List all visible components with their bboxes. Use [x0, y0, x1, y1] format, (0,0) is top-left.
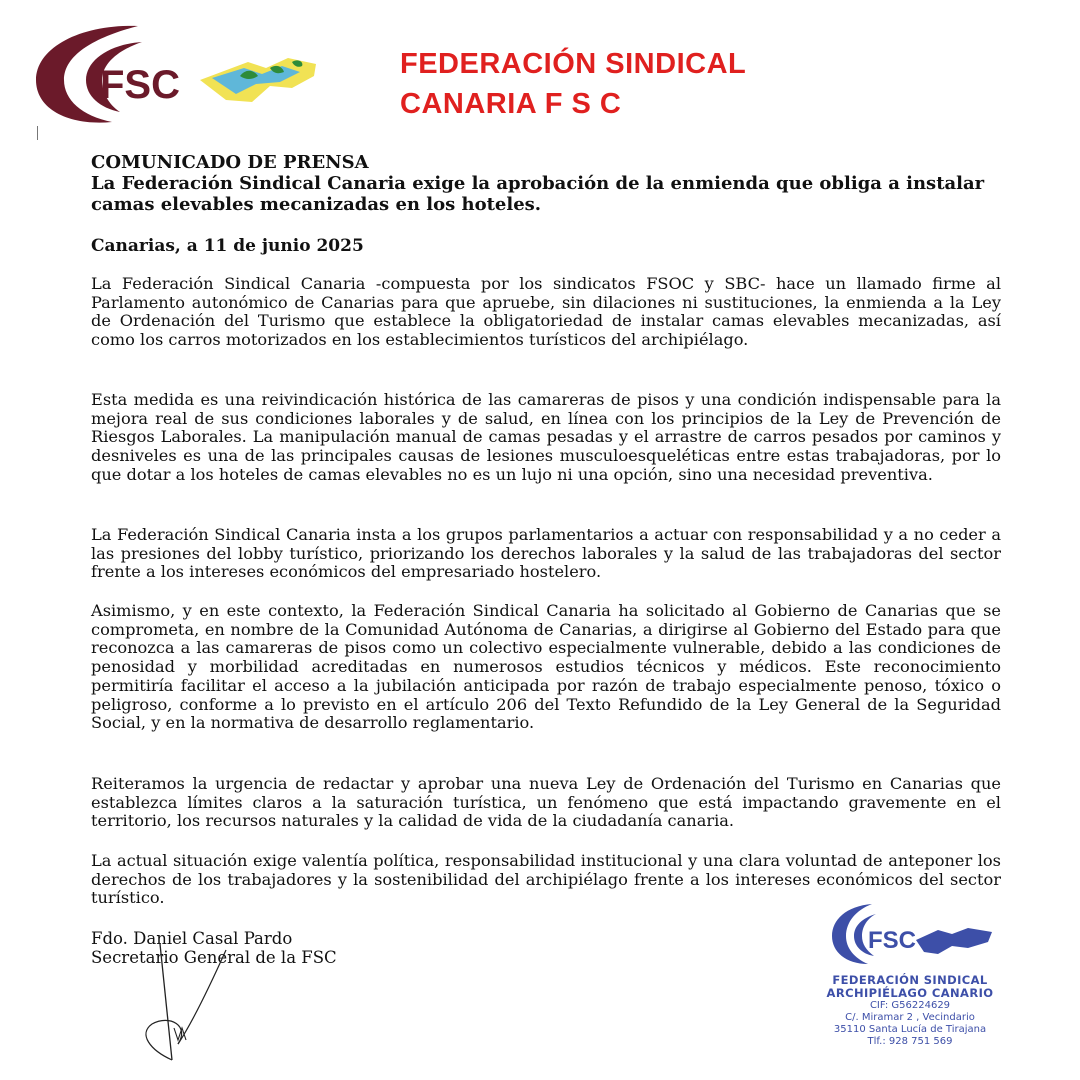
organization-title [400, 44, 746, 124]
body-paragraph-1: La Federación Sindical Canaria -compuesta por los sindicatos FSOC y SBC- hace un llamado firme al Parlamento autonómico de Canarias para que apruebe, sin dilaciones ni sustituciones, la enmienda a la Ley de Ordenación del Turismo que establece la obligatoriedad de instalar camas elevables mecanizadas, así como los carros motorizados en los establecimientos turísticos del archipiélago. [91, 274, 1001, 350]
handwritten-signature [130, 940, 240, 1070]
stamp-city: 35110 Santa Lucía de Tirajana [833, 1024, 987, 1035]
fsc-logo-text: FSC [100, 63, 180, 107]
fsc-logo [30, 18, 330, 130]
margin-mark [37, 126, 38, 140]
press-release-headline: La Federación Sindical Canaria exige la aprobación de la enmienda que obliga a instalar camas elevables mecanizadas en los hoteles. [91, 173, 985, 215]
press-release-heading [91, 152, 1011, 215]
stamp-cif: CIF: G56224629 [869, 1000, 951, 1011]
body-paragraph-4: Asimismo, y en este contexto, la Federación Sindical Canaria ha solicitado al Gobierno de Canarias que se comprometa, en nombre de la Comunidad Autónoma de Canarias, a dirigirse al Gobierno del Estado para que reconozca a las camareras de pisos como un colectivo especialmente vulnerable, debido a las condiciones de penosidad y morbilidad acreditadas en numerosos estudios técnicos y médicos. Este reconocimiento permitiría facilitar el acceso a la jubilación anticipada por razón de trabajo especialmente penoso, tóxico o peligroso, conforme a lo previsto en el artículo 206 del Texto Refundido de la Ley General de la Seguridad Social, y en la normativa de desarrollo reglamentario. [91, 601, 1001, 733]
signature-name: Fdo. Daniel Casal Pardo [91, 929, 293, 948]
dateline: Canarias, a 11 de junio 2025 [91, 236, 364, 256]
stamp-logo [828, 900, 998, 970]
press-release-label: COMUNICADO DE PRENSA [91, 152, 369, 173]
organization-stamp [800, 974, 1020, 1048]
signature-role: Secretario General de la FSC [91, 948, 337, 967]
body-paragraph-6: La actual situación exige valentía política, responsabilidad institucional y una clara voluntad de anteponer los derechos de los trabajadores y la sostenibilidad del archipiélago frente a los intereses económicos del sector turístico. [91, 851, 1001, 908]
body-paragraph-2: Esta medida es una reivindicación histórica de las camareras de pisos y una condición indispensable para la mejora real de sus condiciones laborales y de salud, en línea con los principios de la Ley de Prevención de Riesgos Laborales. La manipulación manual de camas pesadas y el arrastre de carros pesados por caminos y desniveles es una de las principales causas de lesiones musculoesqueléticas entre estas trabajadoras, por lo que dotar a los hoteles de camas elevables no es un lujo ni una opción, sino una necesidad preventiva. [91, 390, 1001, 484]
body-paragraph-5: Reiteramos la urgencia de redactar y aprobar una nueva Ley de Ordenación del Turismo en Canarias que establezca límites claros a la saturación turística, un fenómeno que está impactando gravemente en el territorio, los recursos naturales y la calidad de vida de la ciudadanía canaria. [91, 774, 1001, 831]
stamp-name-line-1: FEDERACIÓN SINDICAL [832, 973, 988, 987]
stamp-address: C/. Miramar 2 , Vecindario [845, 1012, 975, 1023]
body-paragraph-3: La Federación Sindical Canaria insta a los grupos parlamentarios a actuar con responsabilidad y a no ceder a las presiones del lobby turístico, priorizando los derechos laborales y la salud de las trabajadoras del sector frente a los intereses económicos del empresariado hostelero. [91, 525, 1001, 582]
stamp-name-line-2: ARCHIPIÉLAGO CANARIO [826, 986, 994, 1000]
organization-title-line-1: FEDERACIÓN SINDICAL [400, 48, 747, 80]
stamp-logo-text: FSC [868, 927, 916, 954]
stamp-phone: Tlf.: 928 751 569 [867, 1036, 953, 1047]
organization-title-line-2: CANARIA F S C [400, 88, 622, 120]
